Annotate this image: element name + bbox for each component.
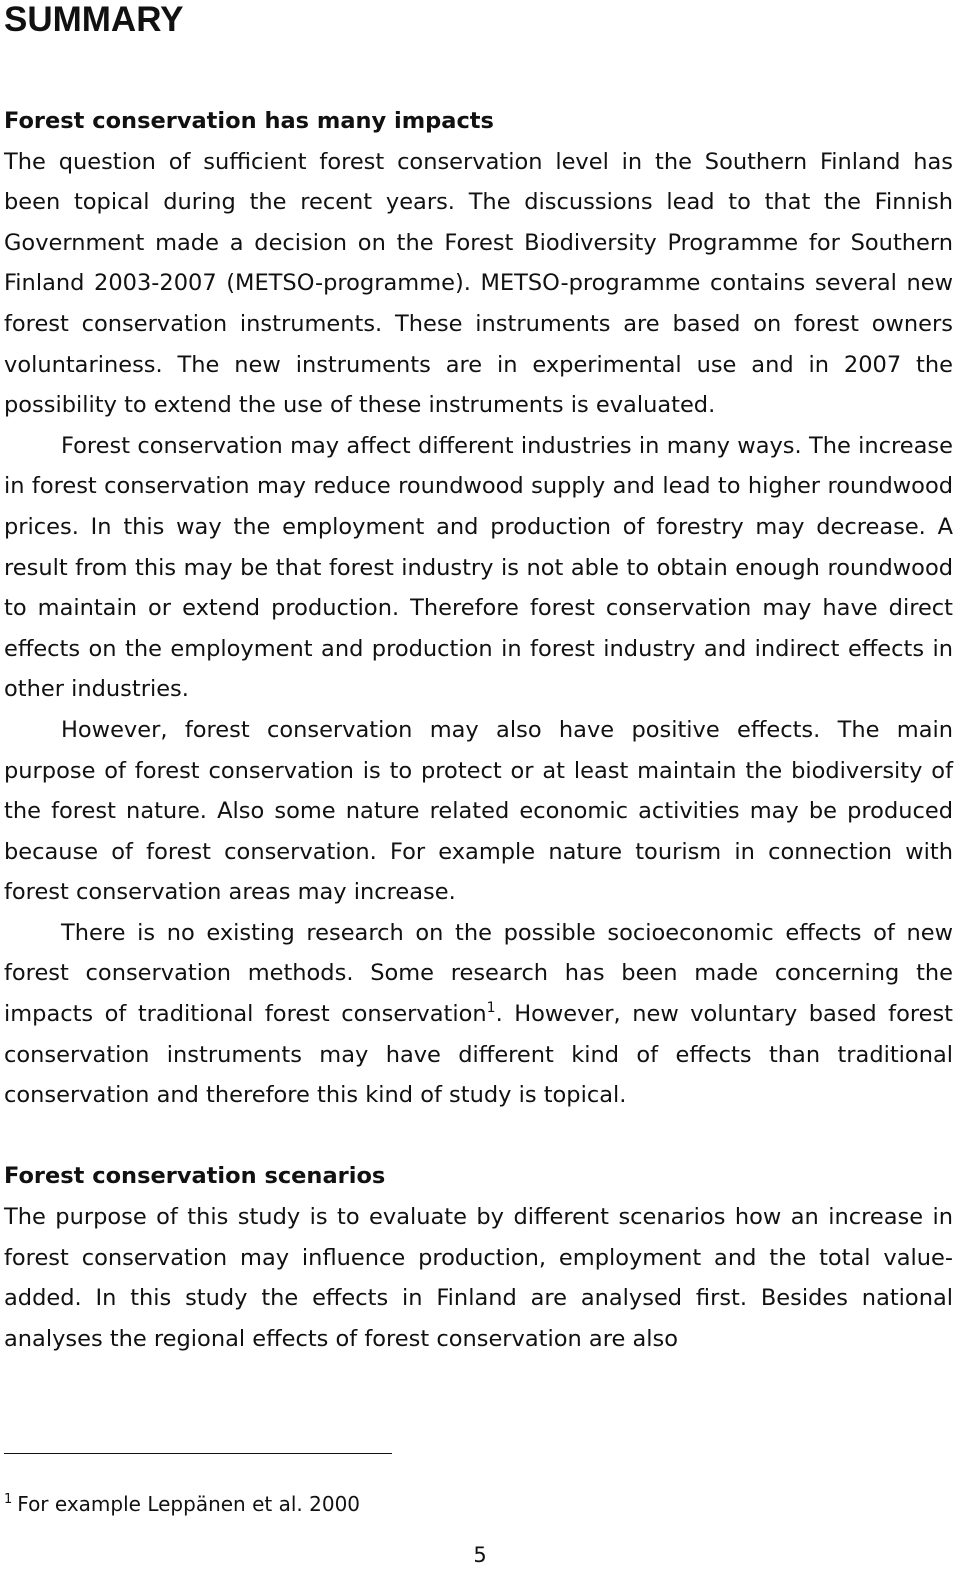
footnote-number: 1 [4,1492,13,1507]
paragraph-with-footnote-ref [4,913,953,1116]
paragraph: The purpose of this study is to evaluate by different scenarios how an increase in forest conservation may influence production, employment and the total value-added. In this study the effects in Finland are analysed first. Besides national analyses the regional effects of forest conservation are also [4,1204,953,1352]
page-title: SUMMARY [4,0,184,39]
paragraph-text: . However, new voluntary based forest conservation instruments may have different kind of effects than traditional conservation and therefore this kind of study is topical. [4,1001,954,1109]
document-body [4,101,953,1359]
section-heading-scenarios: Forest conservation scenarios [4,1163,386,1190]
paragraph-text: There is no existing research on the possible socioeconomic effects of new forest conservation methods. Some research has been made concerning the impacts of traditional forest conservation [4,919,953,1028]
paragraph: Forest conservation may affect different industries in many ways. The increase in forest conservation may reduce roundwood supply and lead to higher roundwood prices. In this way the employment and production of forestry may decrease. A result from this may be that forest industry is not able to obtain enough roundwood to maintain or extend production. Therefore forest conservation may have direct effects on the employment and production in forest industry and indirect effects in other industries. [4,432,953,703]
footnote-divider [4,1453,392,1454]
footnote-text: For example Leppänen et al. 2000 [17,1492,361,1516]
page-number: 5 [473,1543,487,1567]
paragraph: The question of sufficient forest conservation level in the Southern Finland has been topical during the recent years. The discussions lead to that the Finnish Government made a decision on the Forest Biodiversity Programme for Southern Finland 2003-2007 (METSO-programme). METSO-programme contains several new forest conservation instruments. These instruments are based on forest owners voluntariness. The new instruments are in experimental use and in 2007 the possibility to extend the use of these instruments is evaluated. [4,148,953,419]
section-spacer [4,1116,953,1157]
section-heading-impacts: Forest conservation has many impacts [4,108,494,134]
paragraph: However, forest conservation may also have positive effects. The main purpose of forest conservation is to protect or at least maintain the biodiversity of the forest nature. Also some nature related economic activities may be produced because of forest conservation. For example nature tourism in connection with forest conservation areas may increase. [4,716,953,906]
footnote [4,1490,360,1518]
footnote-reference[interactable]: 1 [486,1000,496,1017]
